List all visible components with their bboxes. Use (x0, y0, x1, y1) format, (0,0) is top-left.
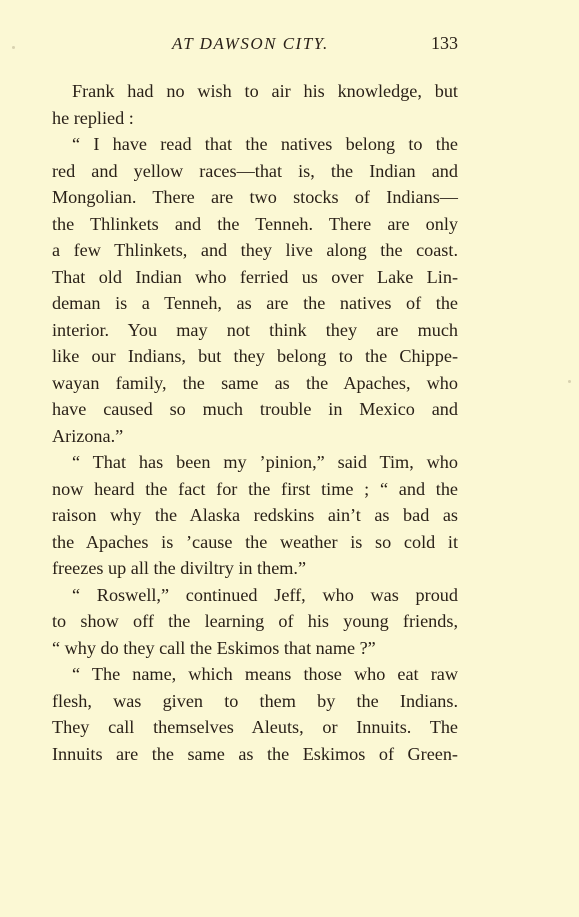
text-line: to show off the learning of his young friends, (52, 611, 458, 631)
text-line: now heard the fact for the first time ; “ and the (52, 478, 458, 499)
text-line: That old Indian who ferried us over Lake Lin- (52, 266, 458, 287)
body-text (52, 78, 458, 767)
running-title: AT DAWSON CITY. (172, 34, 329, 53)
text-line: “ Roswell,” continued Jeff, who was proud (72, 584, 458, 605)
text-line: wayan family, the same as the Apaches, who (52, 372, 458, 393)
text-line: he replied : (52, 107, 134, 128)
text-line: a few Thlinkets, and they live along the coast. (52, 240, 458, 260)
text-line: Mongolian. There are two stocks of Indians— (52, 187, 458, 207)
text-line: raison why the Alaska redskins ain’t as bad as (52, 505, 458, 525)
text-line: “ why do they call the Eskimos that name ?” (52, 637, 376, 658)
text-line: flesh, was given to them by the Indians. (52, 690, 458, 711)
text-line: Frank had no wish to air his knowledge, but (72, 81, 458, 101)
running-head (52, 34, 458, 58)
text-line: red and yellow races—that is, the Indian and (52, 160, 458, 181)
text-line: “ That has been my ’pinion,” said Tim, who (72, 452, 458, 472)
paper-speck (568, 380, 571, 383)
text-line: the Thlinkets and the Tenneh. There are only (52, 213, 458, 234)
text-line: have caused so much trouble in Mexico and (52, 399, 458, 419)
text-line: “ I have read that the natives belong to the (72, 134, 458, 154)
text-line: freezes up all the diviltry in them.” (52, 558, 307, 578)
text-line: “ The name, which means those who eat raw (72, 664, 458, 684)
text-line: the Apaches is ’cause the weather is so cold it (52, 531, 458, 552)
paper-speck (12, 46, 15, 49)
text-line: Arizona.” (52, 425, 124, 446)
text-line: like our Indians, but they belong to the Chippe- (52, 346, 458, 366)
text-line: They call themselves Aleuts, or Innuits. The (52, 717, 458, 737)
text-line: interior. You may not think they are much (52, 319, 458, 340)
text-line: deman is a Tenneh, as are the natives of the (52, 293, 458, 313)
page-number: 133 (431, 33, 458, 53)
text-line: Innuits are the same as the Eskimos of Green- (52, 743, 458, 764)
